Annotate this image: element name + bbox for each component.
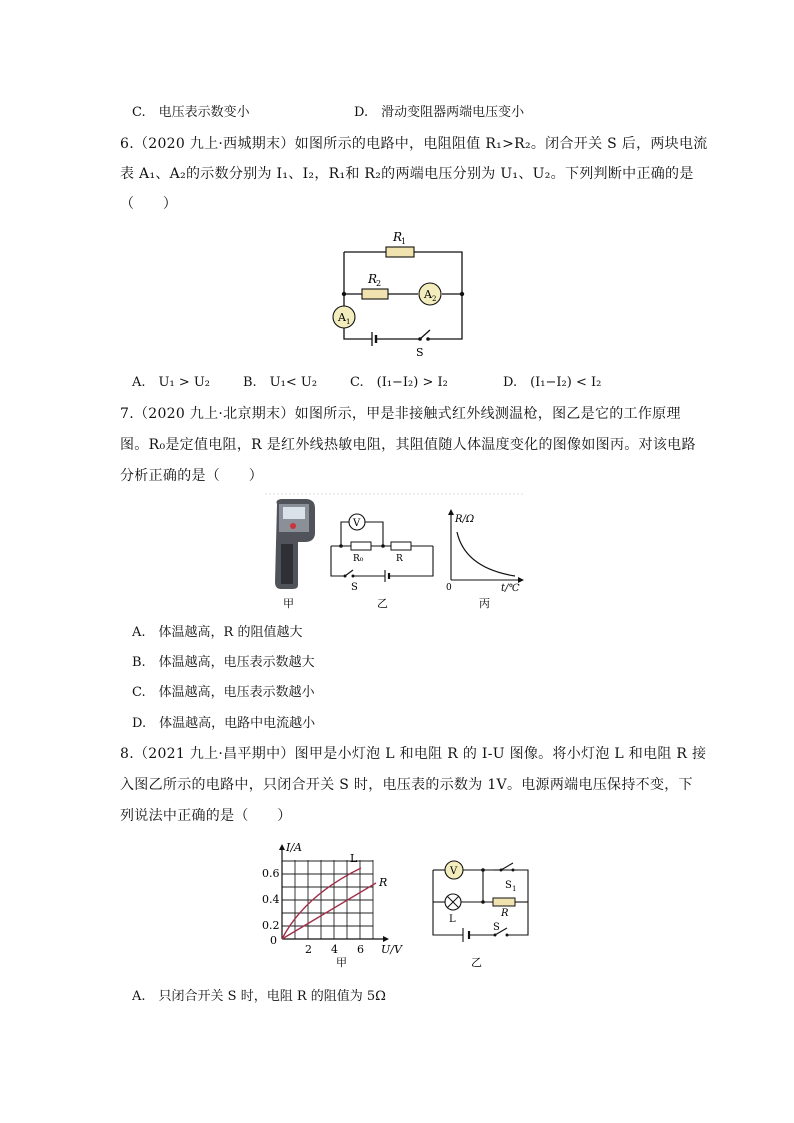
- q8-y-axis-label: I/A: [286, 841, 302, 854]
- q8-iu-graph: [258, 838, 402, 972]
- q6-option-c: C. (I₁−I₂) > I₂: [350, 375, 448, 390]
- q6-r1-resistor: [386, 247, 414, 257]
- svg-text:R₀: R₀: [353, 554, 364, 564]
- svg-text:2: 2: [305, 943, 312, 956]
- q7-stem-line2: 图。R₀是定值电阻，R 是红外线热敏电阻，其阻值随人体温度变化的图像如图丙。对该电路: [120, 437, 696, 453]
- q8-label-yi: 乙: [471, 956, 482, 969]
- q7-resistance-graph: [446, 509, 524, 594]
- q7-label-jia: 甲: [283, 597, 294, 610]
- q6-r2-resistor: [362, 289, 388, 299]
- svg-text:R: R: [501, 908, 509, 919]
- q8-resistor: [493, 898, 515, 906]
- svg-text:0.6: 0.6: [262, 867, 280, 880]
- q6-r2-label: R: [368, 272, 378, 286]
- svg-text:t/℃: t/℃: [501, 583, 520, 594]
- svg-text:V: V: [353, 518, 361, 529]
- q5-option-c: C. 电压表示数变小: [132, 105, 250, 120]
- q7-r0-resistor: [351, 542, 371, 550]
- q8-stem-line1: 8.（2021 九上·昌平期中）图甲是小灯泡 L 和电阻 R 的 I-U 图像。将小灯泡 L 和电阻 R 接: [120, 746, 707, 762]
- svg-text:L: L: [449, 914, 456, 925]
- q7-option-a: A. 体温越高，R 的阻值越大: [132, 625, 303, 640]
- q7-stem-line1: 7.（2020 九上·北京期末）如图所示，甲是非接触式红外线测温枪，图乙是它的工作原理: [120, 406, 681, 422]
- q7-option-d: D. 体温越高，电路中电流越小: [132, 716, 316, 731]
- q5-option-d: D. 滑动变阻器两端电压变小: [354, 105, 525, 120]
- svg-text:A: A: [424, 288, 432, 301]
- q6-option-b: B. U₁< U₂: [243, 375, 318, 390]
- q7-option-b: B. 体温越高，电压表示数越大: [132, 655, 315, 670]
- svg-text:2: 2: [432, 295, 437, 303]
- q6-r1-label: R: [393, 230, 403, 244]
- q8-stem-line3: 列说法中正确的是（ ）: [120, 808, 292, 824]
- svg-text:R/Ω: R/Ω: [455, 514, 475, 525]
- q6-switch-label: S: [416, 346, 424, 359]
- thermometer-gun-image: [275, 499, 315, 589]
- svg-text:V: V: [450, 866, 458, 877]
- svg-text:S: S: [351, 582, 358, 593]
- q6-stem-line2: 表 A₁、A₂的示数分别为 I₁、I₂，R₁和 R₂的两端电压分别为 U₁、U₂。下列判断中正确的是: [120, 166, 694, 182]
- svg-text:A: A: [338, 311, 346, 324]
- q8-curve-l: [282, 868, 361, 939]
- q8-line-r: [282, 883, 376, 939]
- q8-line-r-label: R: [379, 876, 388, 889]
- svg-text:1: 1: [401, 237, 407, 246]
- q8-stem-line2: 入图乙所示的电路中，只闭合开关 S 时，电压表的示数为 1V。电源两端电压保持不变，下: [120, 777, 693, 793]
- q8-option-a: A. 只闭合开关 S 时，电阻 R 的阻值为 5Ω: [132, 989, 386, 1004]
- svg-text:1: 1: [512, 885, 517, 893]
- q7-label-bing: 丙: [479, 597, 490, 610]
- svg-text:4: 4: [331, 943, 338, 956]
- svg-text:S: S: [505, 880, 512, 891]
- svg-text:1: 1: [346, 318, 351, 326]
- q7-stem-line3: 分析正确的是（ ）: [120, 468, 263, 484]
- q6-option-a: A. U₁ > U₂: [132, 375, 211, 390]
- q7-figure: [265, 492, 525, 614]
- svg-text:R: R: [396, 554, 403, 564]
- svg-text:0.2: 0.2: [262, 919, 280, 932]
- q6-option-d: D. (I₁−I₂) < I₂: [503, 375, 602, 390]
- svg-text:2: 2: [376, 279, 382, 288]
- q7-label-yi: 乙: [377, 597, 388, 610]
- q6-stem-line1: 6.（2020 九上·西城期末）如图所示的电路中，电阻阻值 R₁>R₂。闭合开关 S 后，两块电流: [120, 136, 708, 152]
- q8-grid: [282, 860, 373, 939]
- q7-circuit: [331, 522, 433, 576]
- q8-curve-l-label: L: [350, 852, 358, 865]
- q6-circuit-diagram: [320, 222, 480, 362]
- q8-circuit: [425, 850, 537, 972]
- svg-text:6: 6: [357, 943, 364, 956]
- q8-x-axis-label: U/V: [381, 943, 402, 956]
- svg-text:0: 0: [270, 934, 277, 947]
- svg-text:0.4: 0.4: [262, 893, 280, 906]
- q7-r-resistor: [391, 542, 411, 550]
- q7-option-c: C. 体温越高，电压表示数越小: [132, 685, 315, 700]
- svg-text:0: 0: [446, 583, 452, 593]
- q6-stem-line3: （ ）: [120, 196, 178, 212]
- q8-label-jia: 甲: [336, 956, 347, 969]
- svg-text:S: S: [493, 922, 500, 933]
